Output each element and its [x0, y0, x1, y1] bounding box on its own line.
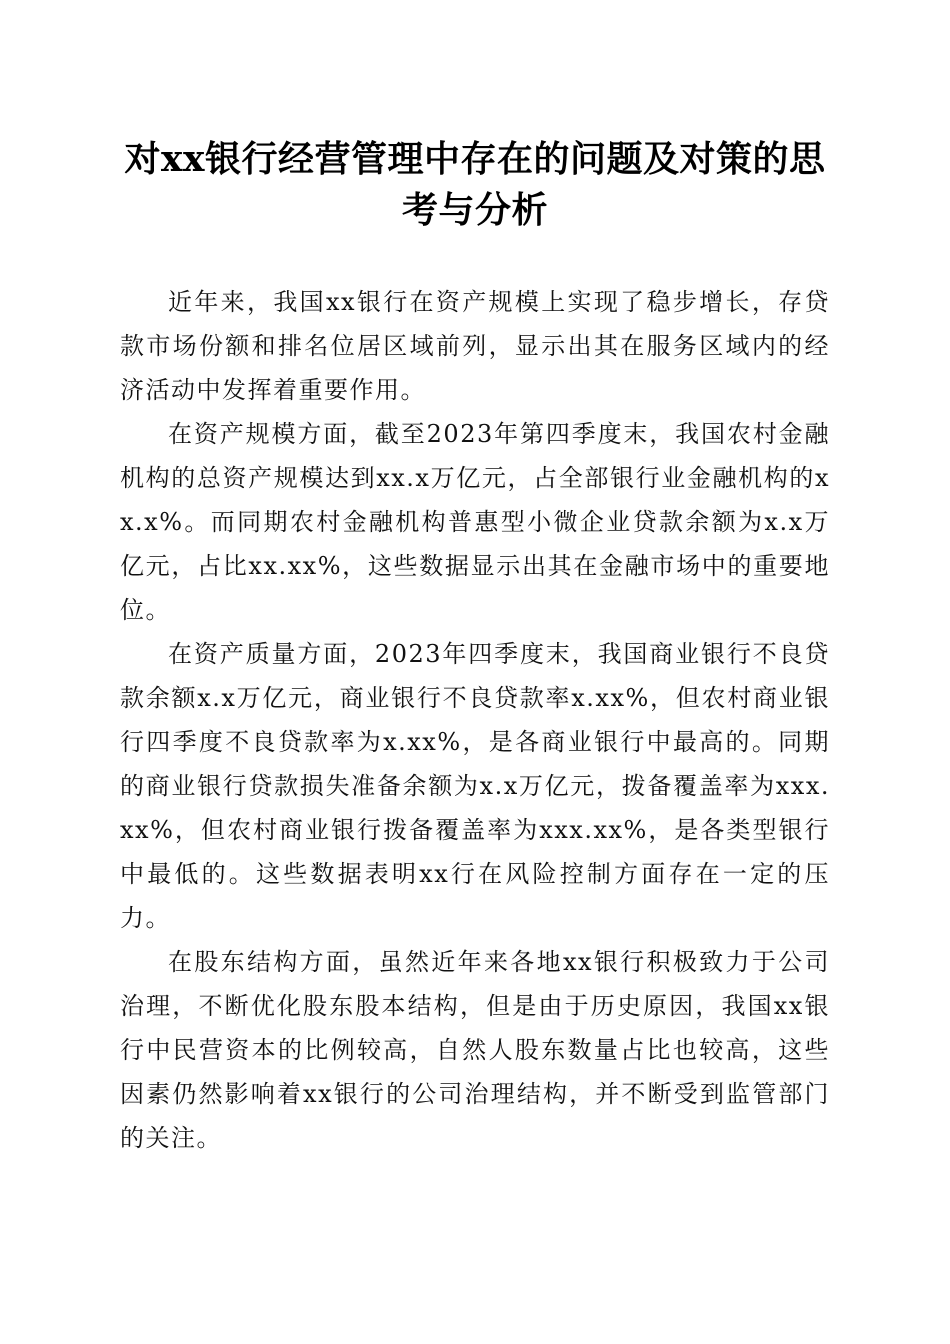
paragraph-shareholder-structure: 在股东结构方面，虽然近年来各地xx银行积极致力于公司治理，不断优化股东股本结构，但是由于历史原因，我国xx银行中民营资本的比例较高，自然人股东数量占比也较高，这些因素仍然影响着xx银行的公司治理结构，并不断受到监管部门的关注。 [120, 948, 830, 1152]
paragraph-asset-quality: 在资产质量方面，2023年四季度末，我国商业银行不良贷款余额x.x万亿元，商业银行不良贷款率x.xx%，但农村商业银行四季度不良贷款率为x.xx%，是各商业银行中最高的。同期的商业银行贷款损失准备余额为x.x万亿元，拨备覆盖率为xxx.xx%，但农村商业银行拨备覆盖率为xxx.xx%，是各类型银行中最低的。这些数据表明xx行在风险控制方面存在一定的压力。 [120, 640, 830, 932]
document-body [120, 280, 830, 1160]
paragraph-asset-scale: 在资产规模方面，截至2023年第四季度末，我国农村金融机构的总资产规模达到xx.x万亿元，占全部银行业金融机构的xx.x%。而同期农村金融机构普惠型小微企业贷款余额为x.x万亿元，占比xx.xx%，这些数据显示出其在金融市场中的重要地位。 [120, 420, 830, 624]
document-title: 对xx银行经营管理中存在的问题及对策的思考与分析 [124, 138, 826, 231]
paragraph-intro: 近年来，我国xx银行在资产规模上实现了稳步增长，存贷款市场份额和排名位居区域前列，显示出其在服务区域内的经济活动中发挥着重要作用。 [120, 288, 830, 404]
